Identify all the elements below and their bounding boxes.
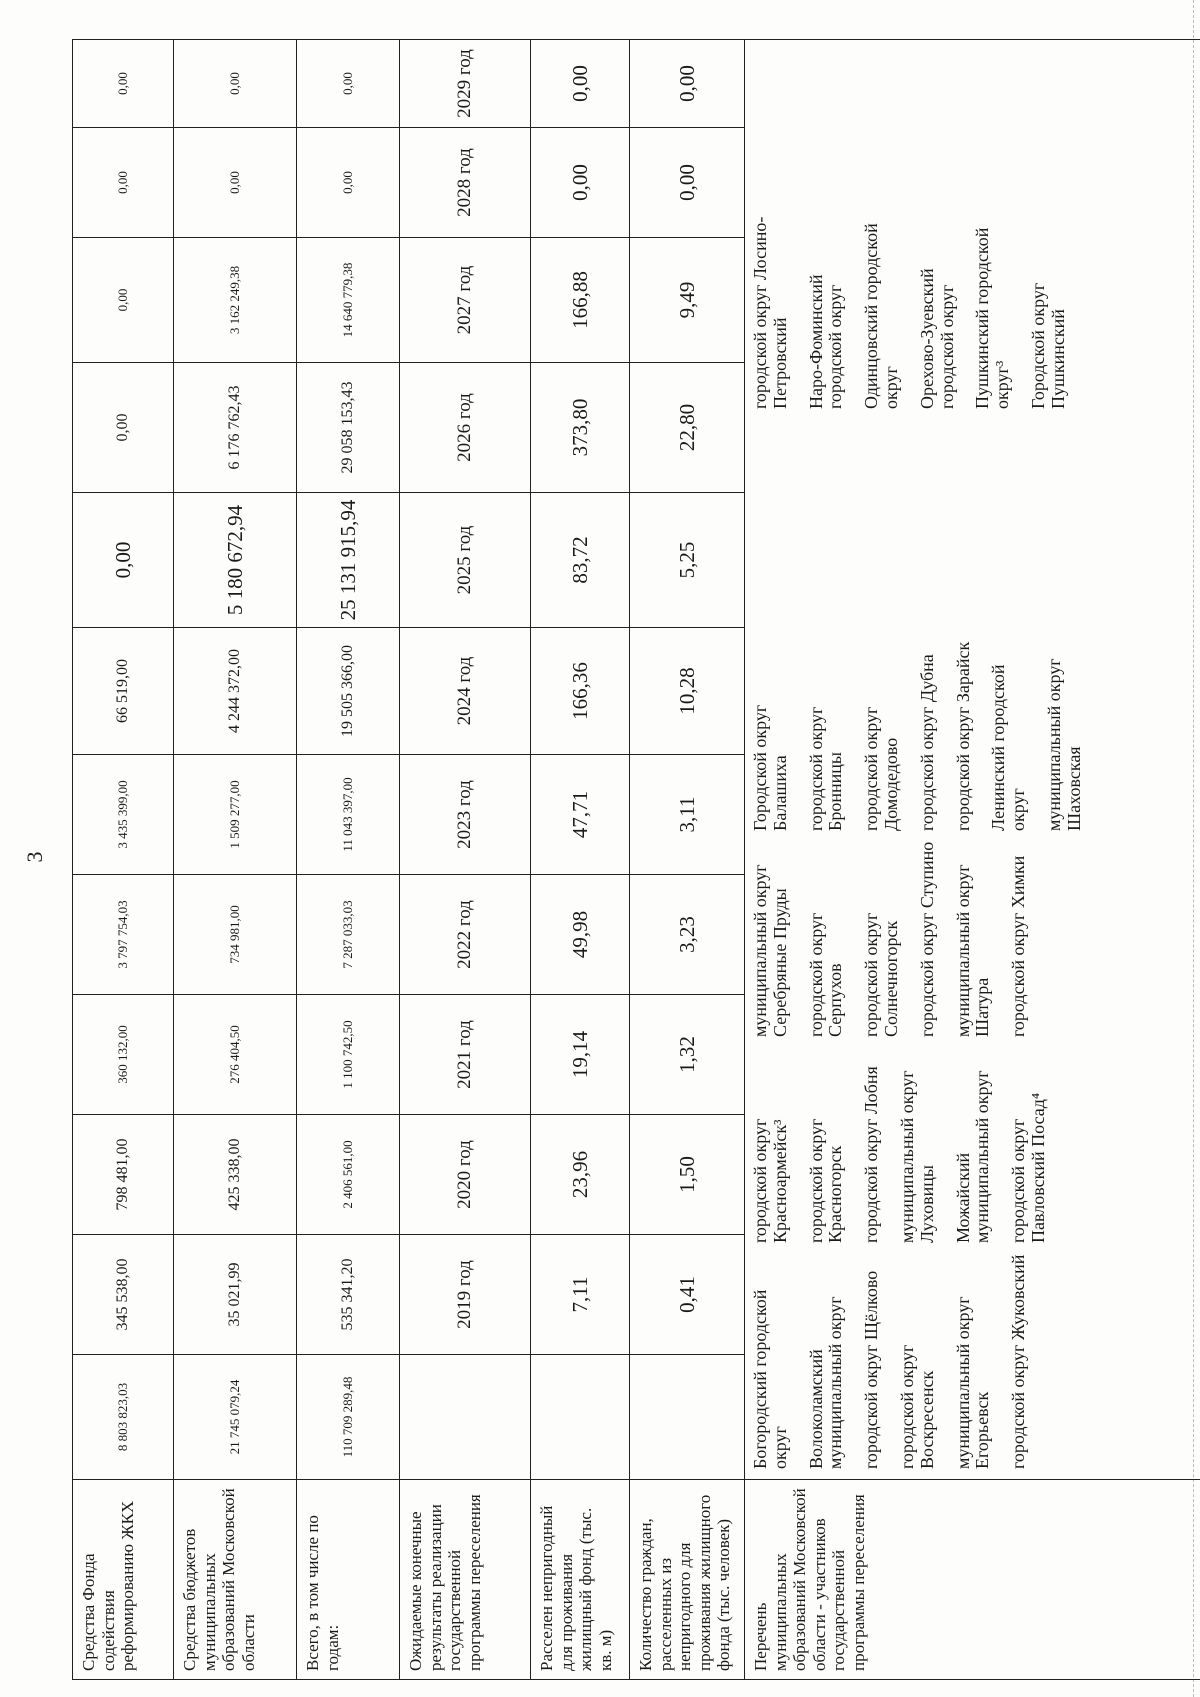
year-cell: 2026 год	[400, 363, 531, 493]
list-item: Городской округ Балашиха	[750, 704, 790, 831]
list-item: городской округ Бронницы	[805, 706, 846, 831]
cell: 798 481,00	[73, 1115, 174, 1235]
year-cell: 2025 год	[400, 493, 531, 628]
cell: 0,00	[297, 128, 400, 238]
list-item: городской округ Зарайск	[952, 641, 973, 831]
cell: 0,00	[174, 40, 297, 128]
cell: 23,96	[531, 1115, 630, 1235]
cell: 9,49	[630, 238, 745, 363]
cell: 19,14	[531, 995, 630, 1115]
cell: 734 981,00	[174, 875, 297, 995]
list-item: Наро-Фоминский городской округ	[805, 274, 846, 409]
cell: 11 043 397,00	[297, 755, 400, 875]
cell: 19 505 366,00	[297, 628, 400, 755]
cell: 83,72	[531, 493, 630, 628]
cell: 0,00	[297, 40, 400, 128]
cell: 166,88	[531, 238, 630, 363]
row-results	[400, 40, 531, 1680]
list-item: городской округ Щёлково	[861, 1270, 882, 1469]
cell: 3 162 249,38	[174, 238, 297, 363]
list-item: городской округ Красногорск	[805, 1118, 846, 1243]
list-item: Орехово-Зуевский городской округ	[916, 268, 957, 409]
cell: 1 509 277,00	[174, 755, 297, 875]
cell: 22,80	[630, 363, 745, 493]
list-item: городской округ Химки	[1008, 855, 1029, 1037]
year-cell: 2029 год	[400, 40, 531, 128]
list-item: городской округ Домодедово	[861, 706, 901, 831]
municipalities-column-4	[751, 631, 1101, 831]
cell: 1,32	[630, 995, 745, 1115]
municipalities-column-1	[751, 1249, 1045, 1469]
cell: 7,11	[531, 1235, 630, 1355]
row-label-municipalities: Перечень муниципальных образований Московской области - участников государственной программы переселения	[745, 1480, 1200, 1680]
municipalities-column-2	[751, 1043, 1065, 1243]
cell: 2 406 561,00	[297, 1115, 400, 1235]
list-item: городской округ Лобня	[861, 1066, 882, 1243]
cell: 0,00	[73, 493, 174, 628]
list-item: городской округ Красноармейск³	[750, 1118, 790, 1243]
cell: 0,41	[630, 1235, 745, 1355]
cell: 10,28	[630, 628, 745, 755]
cell: 166,36	[531, 628, 630, 755]
cell: 373,80	[531, 363, 630, 493]
row-label-results: Ожидаемые конечные результаты реализации государственной программы переселения	[400, 1480, 531, 1680]
list-item: муниципальный округ Серебряные Пруды	[750, 864, 790, 1037]
list-item: городской округ Солнечногорск	[861, 912, 901, 1037]
cell: 0,00	[630, 40, 745, 128]
list-item: Можайский муниципальный округ	[952, 1070, 993, 1243]
list-item: муниципальный округ Шатура	[952, 864, 993, 1037]
list-item: муниципальный округ Егорьевск	[952, 1296, 993, 1469]
list-item: городской округ Жуковский	[1008, 1254, 1029, 1469]
cell: 425 338,00	[174, 1115, 297, 1235]
row-total	[297, 40, 400, 1680]
cell: 0,00	[174, 128, 297, 238]
year-cell: 2019 год	[400, 1235, 531, 1355]
cell: 360 132,00	[73, 995, 174, 1115]
cell: 3 797 754,03	[73, 875, 174, 995]
cell: 0,00	[73, 40, 174, 128]
municipalities-list	[745, 40, 1200, 1480]
cell: 49,98	[531, 875, 630, 995]
cell	[630, 1355, 745, 1480]
row-label-total: Всего, в том числе по годам:	[297, 1480, 400, 1680]
list-item: муниципальный округ Шаховская	[1043, 658, 1084, 831]
list-item: городской округ Серпухов	[805, 912, 846, 1037]
municipalities-column-3	[751, 837, 1045, 1037]
cell: 8 803 823,03	[73, 1355, 174, 1480]
cell: 3,23	[630, 875, 745, 995]
cell: 6 176 762,43	[174, 363, 297, 493]
cell: 3,11	[630, 755, 745, 875]
list-item: муниципальный округ Луховицы	[896, 1070, 937, 1243]
cell: 276 404,50	[174, 995, 297, 1115]
cell: 0,00	[531, 128, 630, 238]
financing-table	[72, 39, 1200, 1680]
cell: 35 021,99	[174, 1235, 297, 1355]
cell: 0,00	[73, 238, 174, 363]
year-cell: 2020 год	[400, 1115, 531, 1235]
row-label-budget: Средства бюджетов муниципальных образований Московской области	[174, 1480, 297, 1680]
list-item: городской округ Лосино-Петровский	[750, 216, 790, 409]
cell: 7 287 033,03	[297, 875, 400, 995]
list-item: Ленинский городской округ	[988, 664, 1029, 831]
page-number: 3	[22, 851, 47, 863]
cell: 535 341,20	[297, 1235, 400, 1355]
rotated-table-sheet	[72, 40, 1142, 1680]
cell: 1,50	[630, 1115, 745, 1235]
year-cell: 2021 год	[400, 995, 531, 1115]
municipalities-grid	[751, 50, 1101, 1469]
row-fund	[73, 40, 174, 1680]
row-label-fund: Средства Фонда содействия реформированию ЖКХ	[73, 1480, 174, 1680]
cell	[531, 1355, 630, 1480]
cell: 0,00	[630, 128, 745, 238]
cell: 5 180 672,94	[174, 493, 297, 628]
list-item: Городской округ Пушкинский	[1027, 282, 1068, 409]
cell	[400, 1355, 531, 1480]
row-budget	[174, 40, 297, 1680]
cell: 0,00	[73, 128, 174, 238]
list-item: Богородский городской округ	[750, 1289, 790, 1469]
cell: 345 538,00	[73, 1235, 174, 1355]
cell: 66 519,00	[73, 628, 174, 755]
list-item: Одинцовский городской округ	[861, 223, 901, 409]
cell: 0,00	[531, 40, 630, 128]
row-label-people: Количество граждан, расселенных из непригодного для проживания жилищного фонда (тыс. человек)	[630, 1480, 745, 1680]
list-item: городской округ Ступино	[916, 841, 937, 1037]
cell: 14 640 779,38	[297, 238, 400, 363]
cell: 47,71	[531, 755, 630, 875]
cell: 29 058 153,43	[297, 363, 400, 493]
list-item: городской округ Павловский Посад⁴	[1008, 1092, 1048, 1243]
cell: 110 709 289,48	[297, 1355, 400, 1480]
list-item: Пушкинский городской округ³	[972, 227, 1013, 409]
cell: 5,25	[630, 493, 745, 628]
row-municipalities	[745, 40, 1200, 1680]
cell: 4 244 372,00	[174, 628, 297, 755]
year-cell: 2023 год	[400, 755, 531, 875]
cell: 3 435 399,00	[73, 755, 174, 875]
cell: 21 745 079,24	[174, 1355, 297, 1480]
municipalities-column-6	[751, 209, 1085, 409]
year-cell: 2027 год	[400, 238, 531, 363]
year-cell: 2024 год	[400, 628, 531, 755]
cell: 1 100 742,50	[297, 995, 400, 1115]
cell: 0,00	[73, 363, 174, 493]
row-area	[531, 40, 630, 1680]
year-cell: 2022 год	[400, 875, 531, 995]
list-item: городской округ Воскресенск	[896, 1344, 937, 1469]
list-item: городской округ Дубна	[916, 654, 937, 831]
list-item: Волоколамский муниципальный округ	[805, 1296, 846, 1469]
row-label-area: Расселен непригодный для проживания жилищный фонд (тыс. кв. м)	[531, 1480, 630, 1680]
year-cell: 2028 год	[400, 128, 531, 238]
row-people	[630, 40, 745, 1680]
cell: 25 131 915,94	[297, 493, 400, 628]
